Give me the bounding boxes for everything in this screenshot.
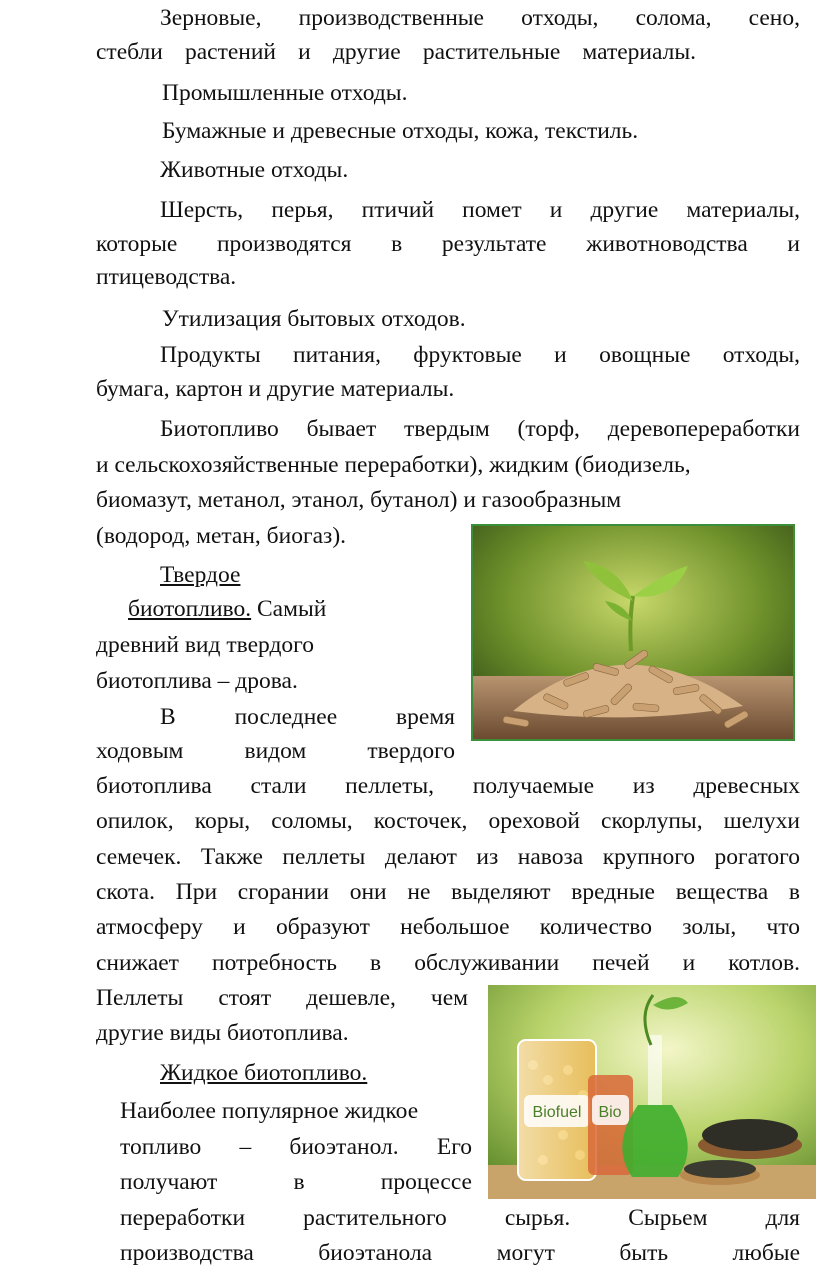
paragraph-line: В последнее время xyxy=(160,704,455,730)
paragraph-line: Биотопливо бывает твердым (торф, деревопереработки xyxy=(160,416,800,442)
paragraph-line xyxy=(96,594,326,624)
heading-line: Животные отходы. xyxy=(160,157,349,183)
biofuel-jars-photo xyxy=(488,985,816,1199)
paragraph-line: опилок, коры, соломы, косточек, ореховой скорлупы, шелухи xyxy=(96,808,800,834)
paragraph-line: биотоплива стали пеллеты, получаемые из древесных xyxy=(96,773,800,799)
paragraph-line: производства биоэтанола могут быть любые xyxy=(120,1240,800,1266)
paragraph-line: семечек. Также пеллеты делают из навоза крупного рогатого xyxy=(96,844,800,870)
paragraph-line: Продукты питания, фруктовые и овощные отходы, xyxy=(160,342,800,368)
subheading-liquid: Жидкое биотопливо. xyxy=(160,1060,368,1086)
subheading-solid-cont: биотопливо. xyxy=(128,596,252,622)
paragraph-line: Пеллеты стоят дешевле, чем xyxy=(96,985,468,1011)
heading-line: Утилизация бытовых отходов. xyxy=(162,306,466,332)
jar-label-biofuel: Biofuel xyxy=(532,1104,582,1121)
paragraph-line: Зерновые, производственные отходы, солома, сено, xyxy=(160,5,800,31)
paragraph-line: переработки растительного сырья. Сырьем для xyxy=(120,1205,800,1231)
wood-pellets-photo xyxy=(471,524,795,741)
paragraph-line: стебли растений и другие растительные материалы. xyxy=(96,39,696,65)
paragraph-line: Шерсть, перья, птичий помет и другие материалы, xyxy=(160,197,800,223)
paragraph-line: Наиболее популярное жидкое xyxy=(120,1098,419,1124)
paragraph-line: бумага, картон и другие материалы. xyxy=(96,376,455,402)
paragraph-line: биотоплива – дрова. xyxy=(96,668,298,694)
paragraph-line: топливо – биоэтанол. Его xyxy=(120,1134,472,1160)
paragraph-line: (водород, метан, биогаз). xyxy=(96,523,347,549)
heading-line: Промышленные отходы. xyxy=(162,80,408,106)
jar-label-bio: Bio xyxy=(598,1104,622,1121)
paragraph-line: получают в процессе xyxy=(120,1169,472,1195)
paragraph-line: снижает потребность в обслуживании печей и котлов. xyxy=(96,950,800,976)
paragraph-line: древний вид твердого xyxy=(96,632,314,658)
paragraph-text: Самый xyxy=(257,596,327,622)
paragraph-line: биомазут, метанол, этанол, бутанол) и газообразным xyxy=(96,487,622,513)
paragraph-line: и сельскохозяйственные переработки), жидким (биодизель, xyxy=(96,452,691,478)
paragraph-line: ходовым видом твердого xyxy=(96,738,455,764)
subheading-solid: Твердое xyxy=(160,562,241,588)
paragraph-line: скота. При сгорании они не выделяют вредные вещества в xyxy=(96,879,800,905)
paragraph-line: Бумажные и древесные отходы, кожа, текстиль. xyxy=(162,118,639,144)
paragraph-line: которые производятся в результате животноводства и xyxy=(96,231,800,257)
paragraph-line: другие виды биотоплива. xyxy=(96,1020,349,1046)
paragraph-line: атмосферу и образуют небольшое количество золы, что xyxy=(96,914,800,940)
paragraph-line: птицеводства. xyxy=(96,264,237,290)
